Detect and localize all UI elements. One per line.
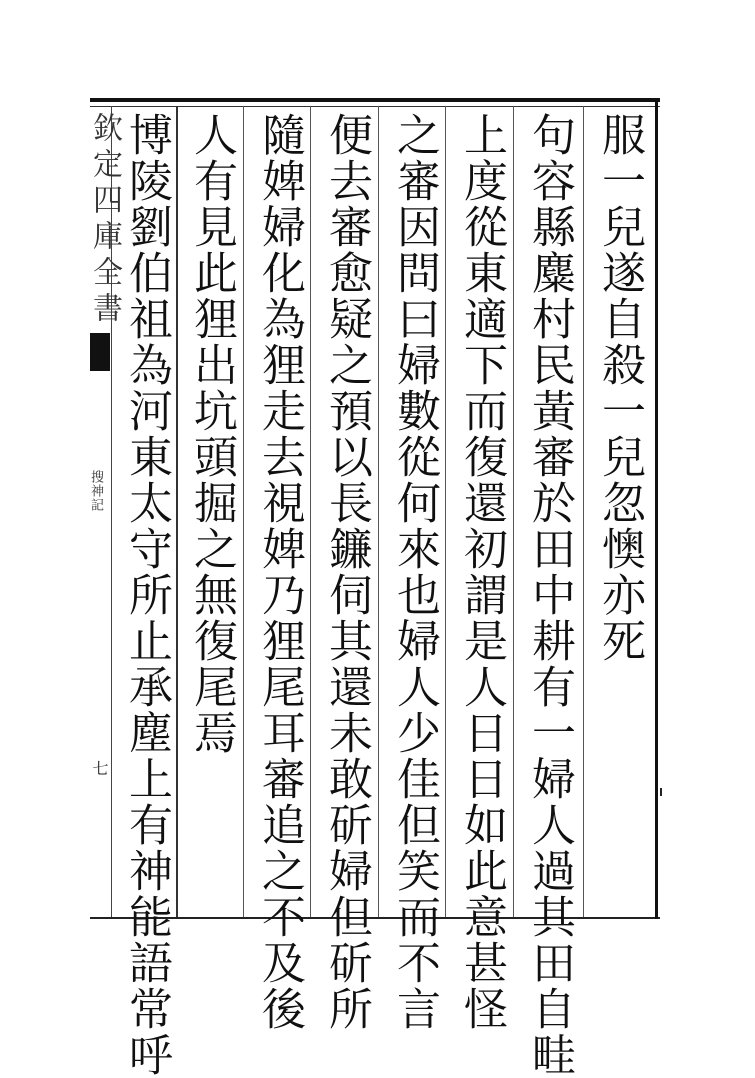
gutter-title: 欽定四庫全書: [87, 112, 122, 328]
text-column-8: 博陵劉伯祖為河東太守所止承塵上有神能語常呼: [121, 112, 172, 1078]
column-divider: [378, 106, 379, 917]
column-divider: [310, 106, 311, 917]
column-divider: [583, 106, 584, 917]
top-border-rule: [90, 98, 660, 102]
column-divider: [513, 106, 514, 917]
text-column-3: 上度從東適下而復還初謂是人日日如此意甚怪: [456, 112, 507, 1032]
text-column-1: 服一兒遂自殺一兒忽懊亦死: [594, 112, 645, 664]
text-column-2: 句容縣麋村民黃審於田中耕有一婦人過其田自畦: [524, 112, 575, 1078]
fish-tail-mark: [90, 333, 110, 371]
gutter-book-title: 搜神記: [88, 470, 103, 512]
text-column-4: 之審因問曰婦數從何來也婦人少佳但笑而不言: [389, 112, 440, 1032]
right-border-rule: [655, 98, 658, 919]
column-divider: [445, 106, 446, 917]
ink-speck: [660, 788, 662, 796]
column-divider: [243, 106, 244, 917]
text-column-7: 人有見此狸出坑頭掘之無復尾焉: [186, 112, 237, 756]
text-column-6: 隨婢婦化為狸走去視婢乃狸尾耳審追之不及後: [254, 112, 305, 1032]
gutter-page-number: 七: [90, 760, 109, 776]
text-column-5: 便去審愈疑之預以長鐮伺其還未敢斫婦但斫所: [321, 112, 372, 1032]
left-text-border-rule: [176, 106, 178, 917]
